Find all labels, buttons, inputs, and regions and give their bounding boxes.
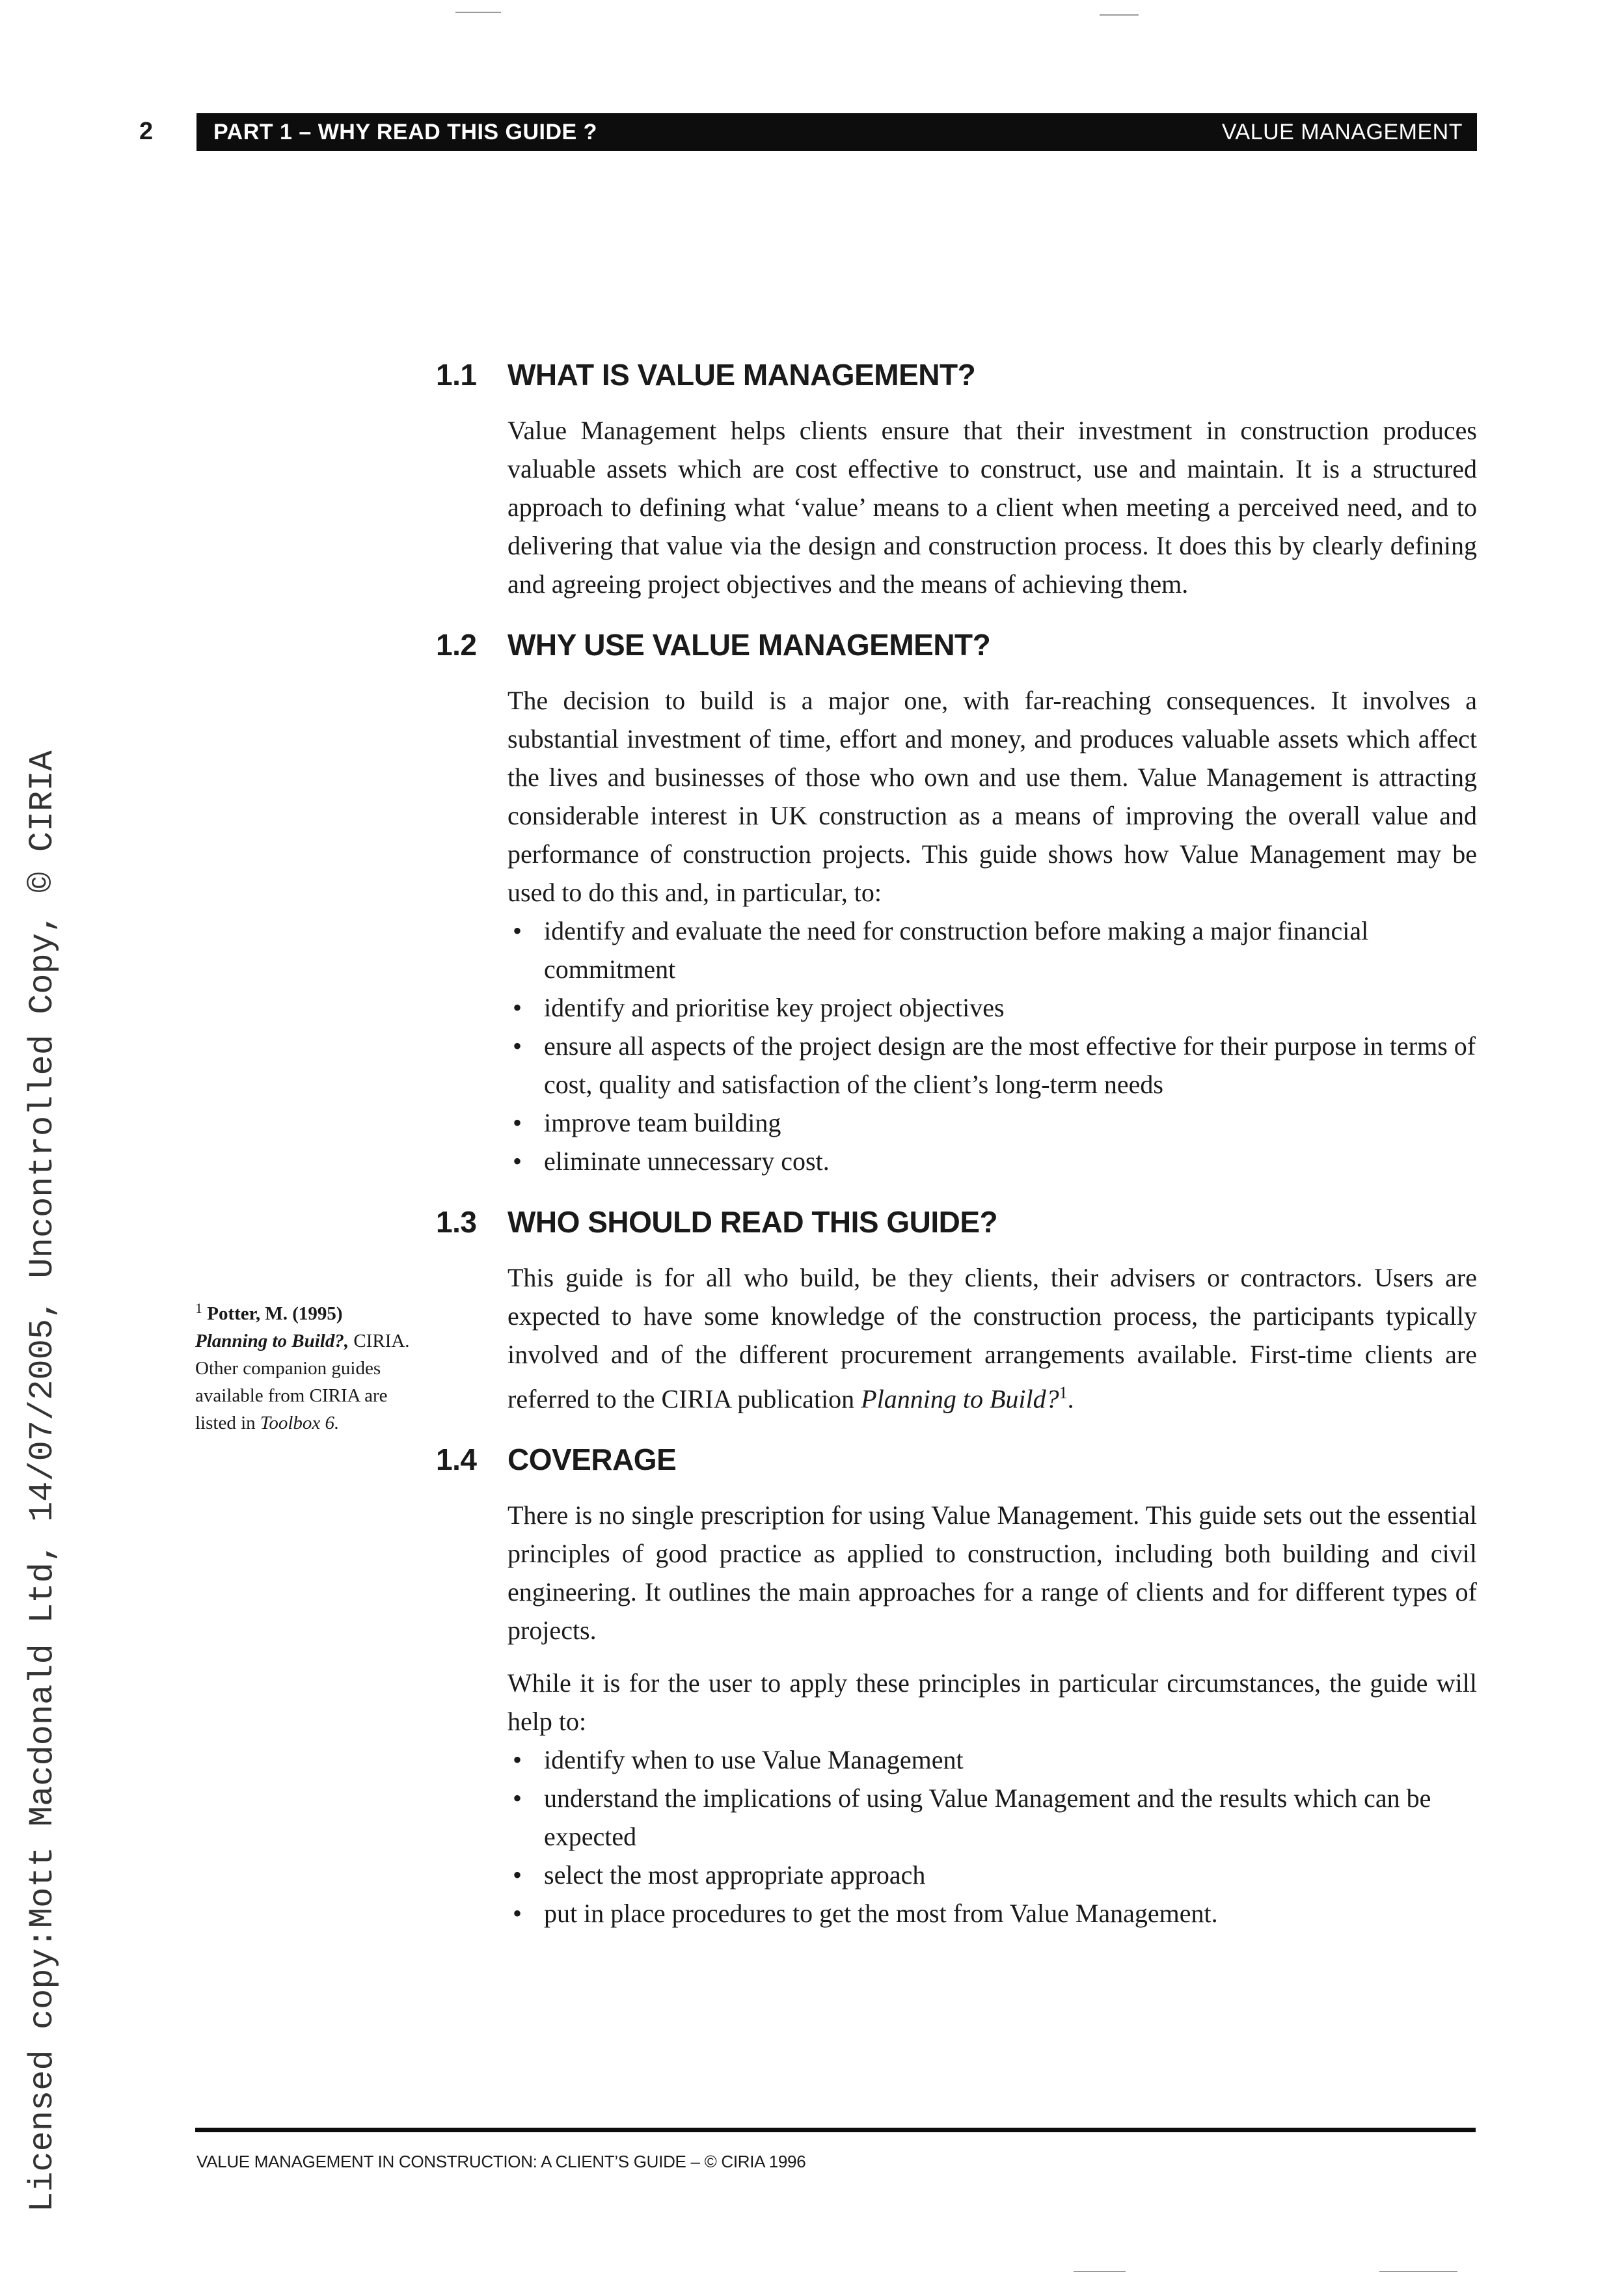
section-heading [436, 351, 1477, 398]
section-number: 1.4 [436, 1443, 477, 1477]
footnote-author: Potter, M. (1995) [207, 1303, 343, 1324]
bullet-icon: • [513, 1146, 522, 1176]
bullet-icon: • [513, 1031, 522, 1061]
list-item: • identify and evaluate the need for construction before making a major financial commitment [508, 912, 1477, 988]
bullet-list [508, 1741, 1477, 1932]
section-1-2 [436, 621, 1477, 1180]
page-number: 2 [139, 118, 154, 145]
license-watermark: Licensed copy:Mott Macdonald Ltd, 14/07/2005, Uncontrolled Copy, © CIRIA [23, 750, 62, 2212]
paragraph: The decision to build is a major one, with far-reaching consequences. It involves a substantial investment of time, effort and money, and produces valuable assets which affect the lives and businesses of those who own and use them. Value Management is attracting considerable interest in UK construction as a means of improving the overall value and performance of construction projects. This guide shows how Value Management may be used to do this and, in particular, to: [508, 686, 1477, 907]
bullet-icon: • [513, 1783, 522, 1813]
section-1-4 [436, 1436, 1477, 1932]
scan-artifact [1379, 2271, 1457, 2272]
footnote-toolbox: Toolbox 6. [260, 1413, 340, 1433]
section-number: 1.2 [436, 628, 477, 662]
scan-artifact [1100, 14, 1139, 16]
paragraph: Value Management helps clients ensure that their investment in construction produces valuable assets which are cost effective to construct, use and maintain. It is a structured approach to defining what ‘value’ means to a client when meeting a perceived need, and to delivering that value via the design and construction process. It does this by clearly defining and agreeing project objectives and the means of achieving them. [508, 416, 1477, 599]
footer-rule [195, 2128, 1476, 2132]
publication-title: Planning to Build? [861, 1384, 1059, 1414]
footnote-title: Planning to Build?, [195, 1331, 349, 1351]
list-item: • ensure all aspects of the project design are the most effective for their purpose in terms of cost, quality and satisfaction of the client’s long-term needs [508, 1027, 1477, 1104]
running-header [196, 113, 1477, 151]
list-item: • understand the implications of using Value Management and the results which can be expected [508, 1779, 1477, 1856]
section-number: 1.1 [436, 358, 477, 392]
section-title: WHY USE VALUE MANAGEMENT? [508, 628, 991, 662]
bullet-icon: • [513, 1860, 522, 1890]
running-title: VALUE MANAGEMENT [1221, 120, 1463, 144]
section-heading [436, 1199, 1477, 1245]
paragraph: While it is for the user to apply these principles in particular circumstances, the guide will help to: [508, 1668, 1477, 1737]
section-1-1 [436, 351, 1477, 603]
section-1-3 [436, 1199, 1477, 1418]
main-content [436, 351, 1477, 1951]
footnote-marker: 1 [195, 1300, 202, 1316]
scan-artifact [1074, 2271, 1126, 2272]
list-item: • identify when to use Value Management [508, 1741, 1477, 1779]
bullet-list [508, 912, 1477, 1180]
list-item: • select the most appropriate approach [508, 1856, 1477, 1894]
section-title: WHO SHOULD READ THIS GUIDE? [508, 1205, 998, 1239]
list-item: • improve team building [508, 1104, 1477, 1142]
footnote-ref: 1 [1059, 1383, 1068, 1402]
section-title: COVERAGE [508, 1443, 677, 1477]
footer-text: VALUE MANAGEMENT IN CONSTRUCTION: A CLIENT’S GUIDE – © CIRIA 1996 [196, 2152, 806, 2171]
section-heading [436, 1436, 1477, 1483]
list-item: • identify and prioritise key project objectives [508, 988, 1477, 1027]
paragraph: This guide is for all who build, be they clients, their advisers or contractors. Users are expected to have some knowledge of the construction process, the participants typically involved and of the different procurement arrangements available. First-time clients are referred to the CIRIA publication Planning to Build?$^1$. [508, 1263, 1477, 1414]
margin-note [195, 1295, 429, 1437]
list-item: • eliminate unnecessary cost. [508, 1142, 1477, 1180]
bullet-icon: • [513, 916, 522, 945]
footnote-text: CIRIA. Other companion guides available from CIRIA are listed in [195, 1331, 410, 1433]
list-item: • put in place procedures to get the most from Value Management. [508, 1894, 1477, 1932]
bullet-icon: • [513, 1899, 522, 1929]
scan-artifact [455, 12, 501, 13]
bullet-icon: • [513, 993, 522, 1022]
bullet-icon: • [513, 1745, 522, 1775]
part-label: PART 1 – WHY READ THIS GUIDE ? [213, 120, 597, 144]
section-heading [436, 621, 1477, 668]
section-number: 1.3 [436, 1205, 477, 1239]
paragraph: There is no single prescription for using Value Management. This guide sets out the essential principles of good practice as applied to construction, including both building and civil engineering. It outlines the main approaches for a range of clients and for different types of projects. [508, 1500, 1477, 1646]
bullet-icon: • [513, 1108, 522, 1137]
section-title: WHAT IS VALUE MANAGEMENT? [508, 358, 976, 392]
